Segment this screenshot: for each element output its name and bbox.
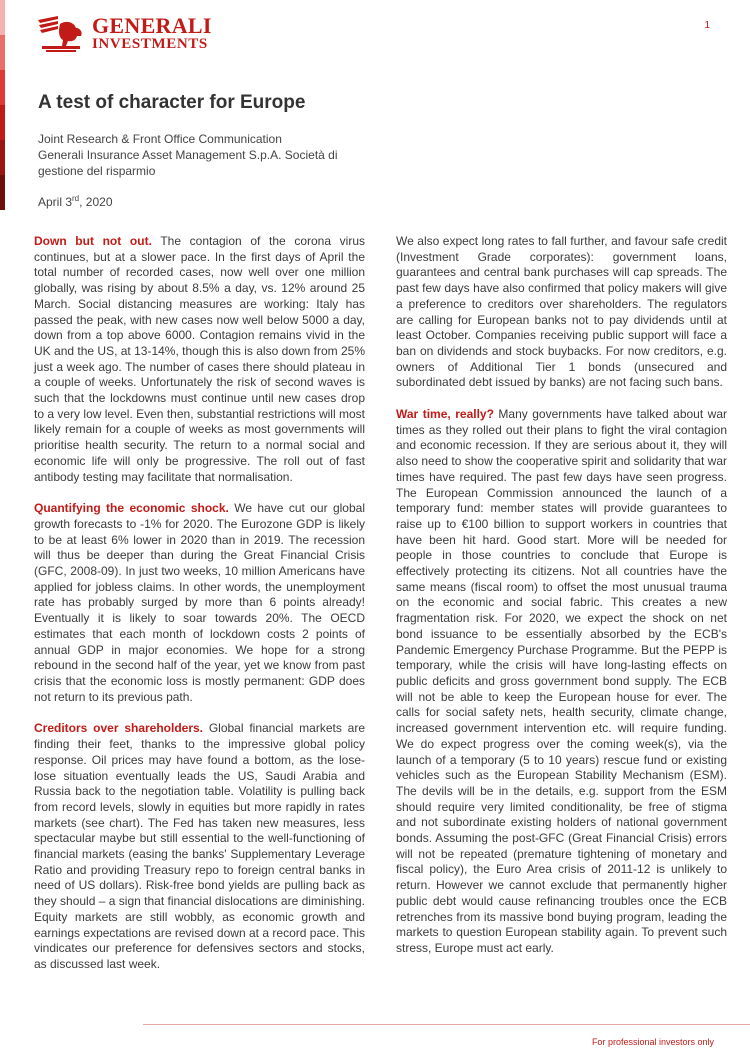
date-suffix: , 2020	[79, 195, 113, 209]
footer-disclaimer: For professional investors only	[591, 1037, 714, 1047]
paragraph-text: We have cut our global growth forecasts to -1% for 2020. The Eurozone GDP is likely to be at least 6% lower in 2020 than in 2019. The recession will thus be deeper than during the Great Financial Crisis (GFC, 2008-09). In just two weeks, 10 million Americans have applied for jobless claims. In other words, the unemployment rate has probably surged by more than 6 points already! Eventually it is likely to soar towards 20%. The OECD estimates that each month of lockdown costs 2 points of annual GDP in major economies. We hope for a strong rebound in the second half of the year, yet we know from past crisis that the economic loss is mostly permanent: GDP does not return to its previous path.	[34, 501, 365, 704]
sidebar-band	[0, 140, 5, 175]
date-sup: rd	[72, 194, 80, 203]
paragraph-lead: Quantifying the economic shock.	[34, 501, 229, 516]
paragraph-lead: Down but not out.	[34, 234, 152, 248]
document-meta	[38, 131, 358, 179]
document-date	[38, 194, 113, 209]
paragraph	[396, 234, 727, 391]
brand-name: GENERALI	[92, 13, 212, 38]
right-column	[396, 234, 727, 973]
paragraph	[396, 407, 727, 957]
paragraph-lead: War time, really?	[396, 407, 494, 422]
brand-wordmark	[92, 15, 212, 52]
paragraph	[34, 721, 365, 972]
sidebar-band	[0, 175, 5, 210]
date-prefix: April 3	[38, 195, 73, 209]
paragraph-text: Global financial markets are finding their feet, thanks to the impressive global policy response. Oil prices may have found a bottom, as the lose-lose situation eventually leads the US, Saudi Arabia and Russia back to the negotiation table. Volatility is pulling back from record levels, slowly in equities but more rapidly in rates markets (see chart). The Fed has taken new measures, less spectacular maybe but still essential to the well-functioning of financial markets (easing the banks' Supplementary Leverage Ratio and providing Treasury repo to foreign central banks in need of US dollars). Risk-free bond yields are pulling back as they should – a sign that financial dislocations are diminishing. Equity markets are still wobbly, as economic growth and earnings expectations are revised down at a record pace. This vindicates our preference for defensives sectors and stocks, as discussed last week.	[34, 721, 365, 971]
brand-sub: INVESTMENTS	[92, 36, 208, 52]
sidebar-band	[0, 105, 5, 140]
paragraph-text: We also expect long rates to fall further, and favour safe credit (Investment Grade corporates): government loans, guarantees and central bank purchases will cap spreads. The past few days have also confirmed that policy makers will give a preference to creditors over shareholders. The regulators are calling for European banks not to pay dividends until at least October. Companies receiving public support will face a ban on dividends and stock buybacks. For now creditors, e.g. owners of Additional Tier 1 bonds (unsecured and subordinated debt issued by banks) are not facing such bans.	[396, 234, 727, 390]
page-number: 1	[704, 20, 710, 31]
paragraph	[34, 501, 365, 705]
color-sidebar	[0, 0, 5, 210]
sidebar-band	[0, 35, 5, 70]
authors: Joint Research & Front Office Communication	[38, 132, 282, 146]
company: Generali Insurance Asset Management S.p.A. Società di gestione del risparmio	[38, 148, 338, 178]
paragraph-lead: Creditors over shareholders.	[34, 721, 204, 736]
paragraph	[34, 234, 365, 485]
document-title: A test of character for Europe	[38, 92, 306, 113]
sidebar-band	[0, 0, 5, 35]
sidebar-band	[0, 70, 5, 105]
left-column	[34, 234, 365, 989]
paragraph-text: The contagion of the corona virus continues, but at a slower pace. In the first days of April the total number of recorded cases, now well over one million globally, was rising by about 8.5% a day, vs. 12% around 25 March. Social distancing measures are working: Italy has passed the peak, with new cases now well below 5000 a day, down from a top above 6000. Contagion remains vivid in the UK and the US, at 13-14%, though this is also down from 25% just a week ago. The number of cases there should plateau in a couple of weeks. Unfortunately the risk of second waves is such that the lockdowns must continue until new cases drop to a very low level. Even then, substantial restrictions will most likely remain for a couple of weeks as most governments will prioritise health security. The return to a normal social and economic life will only be progressive. The roll out of fast antibody testing may facilitate that normalisation.	[34, 234, 365, 484]
footer-divider	[143, 1024, 750, 1025]
paragraph-text: Many governments have talked about war times as they rolled out their plans to fight the viral contagion and economic recession. If they are serious about it, they will also need to show the cooperative spirit and solidarity that war times have required. The past few days have seen progress. The European Commission announced the launch of a temporary fund: member states will provide guarantees to raise up to €100 billion to support workers in countries that have been hit hard. Good start. More will be needed for people in those countries to conclude that Europe is effectively protecting its citizens. Not all countries have the same means (fiscal room) to offset the most unusual trauma on the economic and social fabric. This creates a new fragmentation risk. For 2020, we expect the shock on net bond issuance to be essentially absorbed by the ECB's Pandemic Emergency Purchase Programme. But the PEPP is temporary, while the crisis will have long-lasting effects on public deficits and gross government bond supply. The ECB will not be able to keep the European house for ever. The calls for social safety nets, health security, climate change, increased government intervention etc. will require funding. We do expect progress over the coming week(s), via the launch of a temporary (5 to 10 years) rescue fund or existing vehicles such as the European Stability Mechanism (ESM). The devils will be in the details, e.g. support from the ESM should require very limited conditionality, be free of stigma and not subordinate existing holders of national government bonds. Assuming the post-GFC (Great Financial Crisis) errors will not be repeated (premature tightening of monetary and fiscal policy), the Euro Area crisis of 2011-12 is unlikely to return. However we cannot exclude that permanently higher public debt would cause refinancing troubles once the ECB retrenches from its massive bond buying program, leading the markets to question European stability again. To prevent such stress, Europe must act early.	[396, 407, 728, 955]
winged-lion-icon	[36, 14, 88, 54]
generali-logo	[36, 14, 236, 56]
